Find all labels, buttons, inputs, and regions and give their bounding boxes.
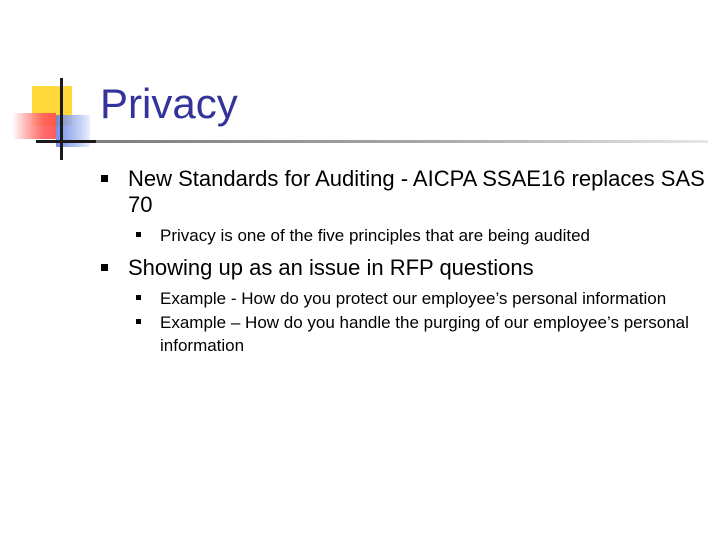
sub-bullet-list (128, 287, 710, 357)
bullet-text: New Standards for Auditing - AICPA SSAE16 replaces SAS 70 (128, 166, 705, 217)
sub-bullet-list (128, 224, 710, 247)
title-underline (96, 140, 708, 143)
sub-bullet-text: Privacy is one of the five principles that are being audited (160, 226, 590, 245)
decorative-logo (0, 0, 100, 170)
bullet-item (100, 255, 710, 357)
bullet-text: Showing up as an issue in RFP questions (128, 255, 534, 280)
square-bullet-icon (136, 232, 141, 237)
slide-title: Privacy (100, 80, 238, 127)
square-bullet-icon (101, 264, 108, 271)
vertical-line (60, 78, 63, 160)
square-bullet-icon (101, 175, 108, 182)
red-bar (12, 113, 56, 139)
sub-bullet-item (128, 311, 710, 357)
square-bullet-icon (136, 295, 141, 300)
sub-bullet-text: Example – How do you handle the purging of our employee’s personal information (160, 313, 689, 355)
bullet-list (100, 166, 710, 357)
horizontal-line (36, 140, 96, 143)
sub-bullet-item (128, 287, 710, 310)
slide-body (100, 166, 710, 363)
sub-bullet-text: Example - How do you protect our employee’s personal information (160, 289, 667, 308)
sub-bullet-item (128, 224, 710, 247)
square-bullet-icon (136, 319, 141, 324)
bullet-item (100, 166, 710, 247)
